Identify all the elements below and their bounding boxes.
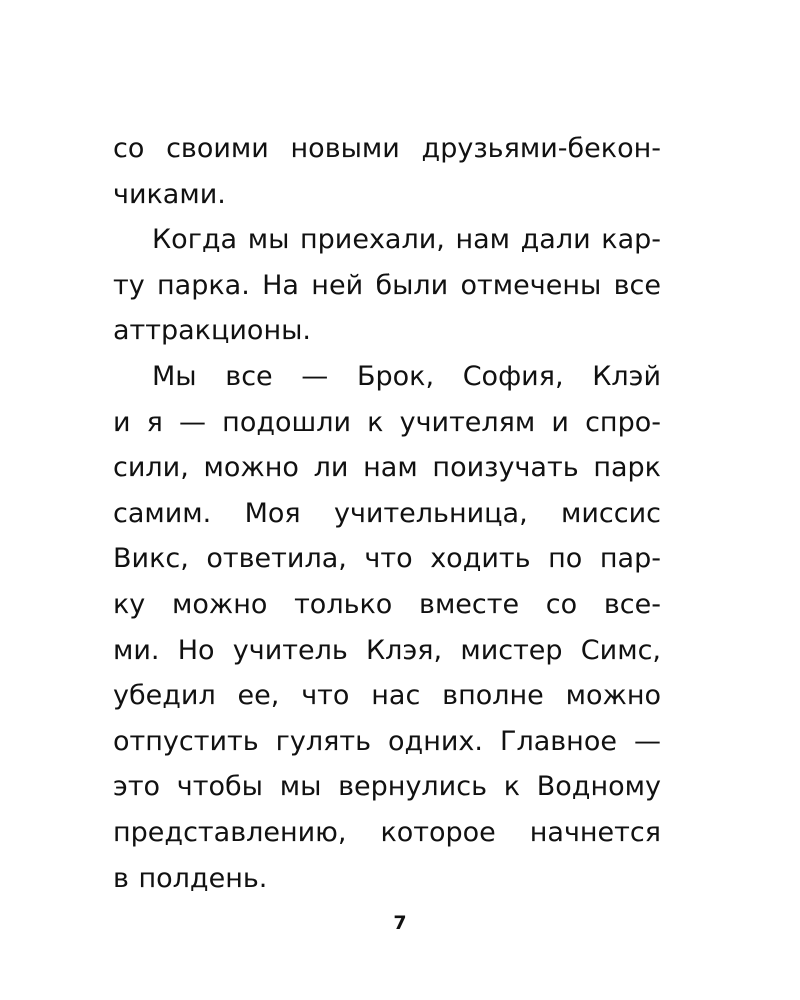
text-line: ку можно только вместе со все- — [113, 588, 661, 620]
text-line: Викс, ответила, что ходить по пар- — [113, 543, 661, 575]
page-number: 7 — [393, 912, 407, 934]
text-line: отпустить гулять одних. Главное — — [113, 725, 661, 757]
text-line: самим. Моя учительница, миссис — [113, 497, 661, 529]
body-text — [113, 126, 661, 901]
text-line: в полдень. — [113, 862, 268, 894]
text-line: ми. Но учитель Клэя, мистер Симс, — [113, 634, 661, 666]
text-line: аттракционы. — [113, 315, 311, 347]
text-line: это чтобы мы вернулись к Водному — [113, 771, 661, 803]
text-line: со своими новыми друзьями-бекон- — [113, 133, 661, 164]
text-line: сили, можно ли нам поизучать парк — [113, 452, 661, 484]
text-line: Когда мы приехали, нам дали кар- — [152, 224, 661, 256]
text-line: и я — подошли к учителям и спро- — [113, 406, 661, 438]
text-line: убедил ее, что нас вполне можно — [113, 680, 661, 712]
text-line: ту парка. На ней были отмечены все — [113, 269, 661, 301]
text-line: Мы все — Брок, София, Клэй — [152, 360, 661, 392]
text-line: представлению, которое начнется — [113, 816, 661, 848]
text-line: чиками. — [113, 178, 226, 210]
